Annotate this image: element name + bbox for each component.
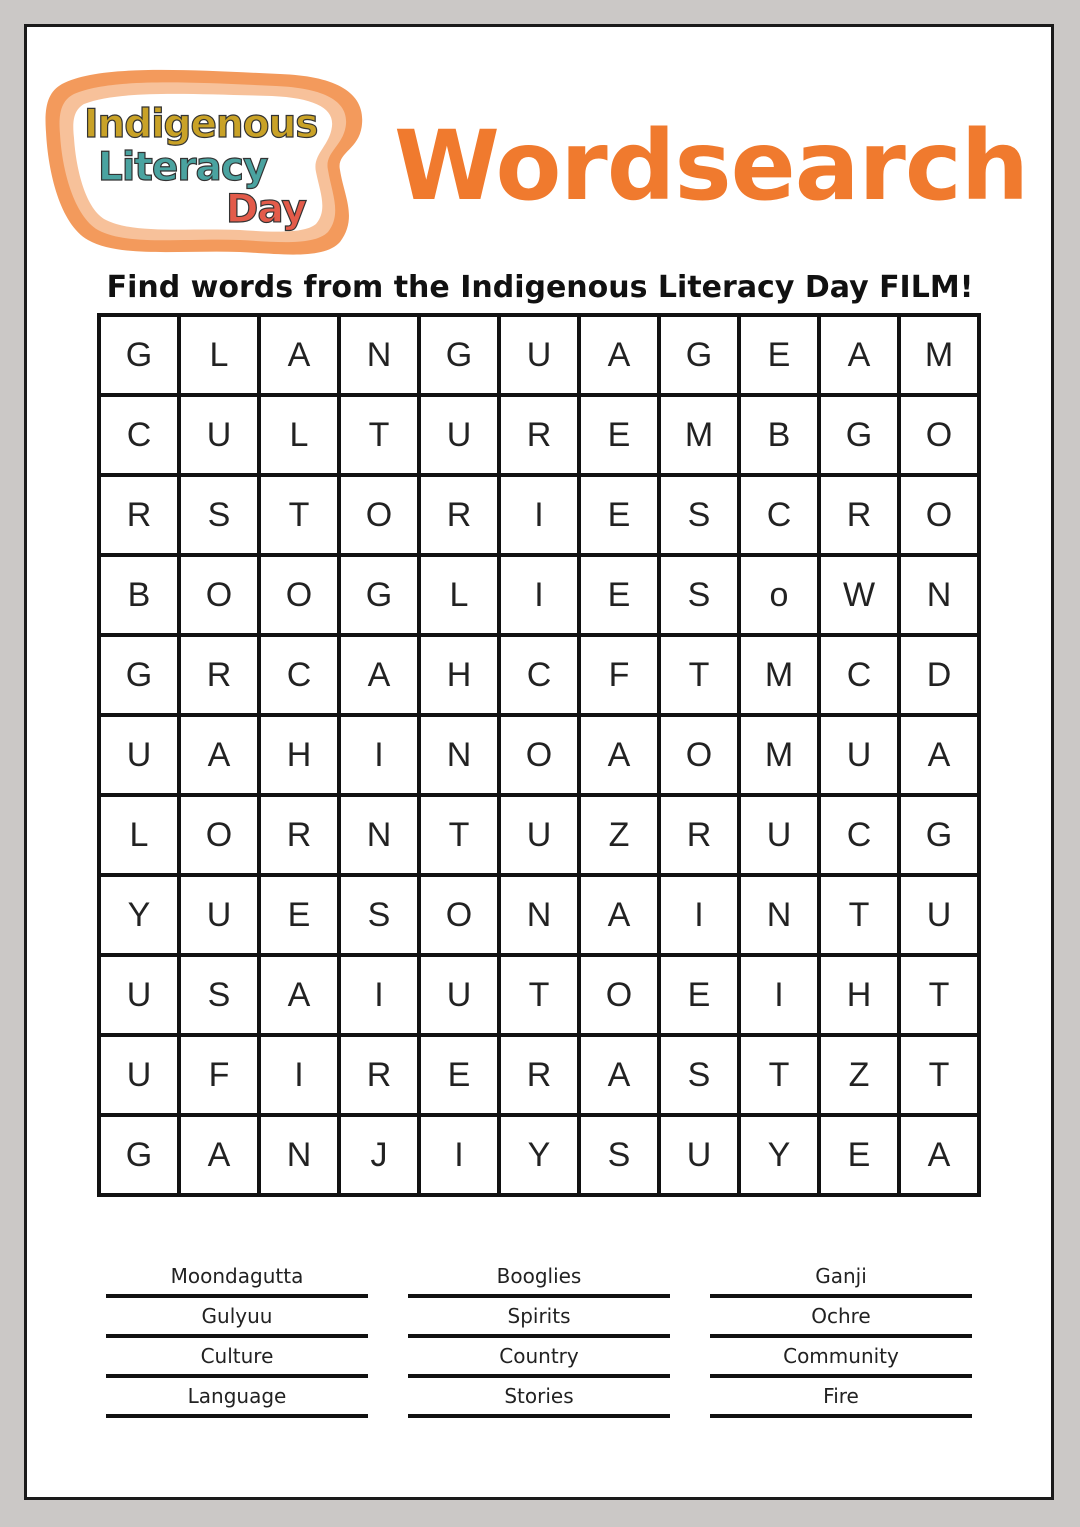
grid-cell[interactable]: A bbox=[179, 715, 259, 795]
grid-cell[interactable]: O bbox=[659, 715, 739, 795]
grid-cell[interactable]: E bbox=[419, 1035, 499, 1115]
logo-line-literacy: Literacy bbox=[98, 145, 268, 190]
word-item: Ochre bbox=[710, 1298, 972, 1338]
grid-row bbox=[99, 475, 979, 555]
grid-cell[interactable]: L bbox=[99, 795, 179, 875]
grid-cell[interactable]: S bbox=[659, 475, 739, 555]
grid-cell[interactable]: B bbox=[99, 555, 179, 635]
grid-cell[interactable]: U bbox=[739, 795, 819, 875]
grid-cell[interactable]: A bbox=[179, 1115, 259, 1195]
grid-cell[interactable]: U bbox=[179, 395, 259, 475]
word-item: Spirits bbox=[408, 1298, 670, 1338]
grid-cell[interactable]: A bbox=[579, 315, 659, 395]
grid-cell[interactable]: H bbox=[819, 955, 899, 1035]
grid-row bbox=[99, 395, 979, 475]
grid-cell[interactable]: U bbox=[99, 1035, 179, 1115]
grid-cell[interactable]: S bbox=[659, 555, 739, 635]
word-list-column-1 bbox=[106, 1258, 368, 1418]
grid-cell[interactable]: U bbox=[499, 795, 579, 875]
word-item: Stories bbox=[408, 1378, 670, 1418]
word-item: Fire bbox=[710, 1378, 972, 1418]
grid-cell[interactable]: E bbox=[659, 955, 739, 1035]
grid-cell[interactable]: O bbox=[419, 875, 499, 955]
grid-cell[interactable]: Y bbox=[99, 875, 179, 955]
grid-cell[interactable]: T bbox=[899, 1035, 979, 1115]
grid-cell[interactable]: N bbox=[339, 315, 419, 395]
grid-cell[interactable]: J bbox=[339, 1115, 419, 1195]
grid-cell[interactable]: A bbox=[259, 955, 339, 1035]
grid-cell[interactable]: C bbox=[739, 475, 819, 555]
grid-cell[interactable]: S bbox=[179, 475, 259, 555]
grid-row bbox=[99, 1115, 979, 1195]
grid-cell[interactable]: U bbox=[499, 315, 579, 395]
grid-cell[interactable]: A bbox=[899, 1115, 979, 1195]
word-item: Country bbox=[408, 1338, 670, 1378]
grid-cell[interactable]: R bbox=[179, 635, 259, 715]
grid-cell[interactable]: G bbox=[899, 795, 979, 875]
grid-row bbox=[99, 1035, 979, 1115]
grid-cell[interactable]: O bbox=[179, 795, 259, 875]
grid-cell[interactable]: R bbox=[659, 795, 739, 875]
grid-cell[interactable]: L bbox=[259, 395, 339, 475]
grid-cell[interactable]: Y bbox=[739, 1115, 819, 1195]
grid-cell[interactable]: o bbox=[739, 555, 819, 635]
grid-cell[interactable]: D bbox=[899, 635, 979, 715]
grid-cell[interactable]: O bbox=[339, 475, 419, 555]
grid-row bbox=[99, 315, 979, 395]
grid-cell[interactable]: T bbox=[499, 955, 579, 1035]
grid-cell[interactable]: O bbox=[579, 955, 659, 1035]
grid-cell[interactable]: C bbox=[819, 795, 899, 875]
grid-cell[interactable]: U bbox=[99, 715, 179, 795]
grid-cell[interactable]: T bbox=[819, 875, 899, 955]
grid-cell[interactable]: R bbox=[259, 795, 339, 875]
grid-cell[interactable]: Y bbox=[499, 1115, 579, 1195]
grid-row bbox=[99, 715, 979, 795]
grid-cell[interactable]: T bbox=[339, 395, 419, 475]
grid-cell[interactable]: G bbox=[99, 1115, 179, 1195]
word-item: Language bbox=[106, 1378, 368, 1418]
word-item: Moondagutta bbox=[106, 1258, 368, 1298]
grid-cell[interactable]: N bbox=[339, 795, 419, 875]
grid-cell[interactable]: T bbox=[659, 635, 739, 715]
grid-cell[interactable]: O bbox=[899, 475, 979, 555]
word-item: Gulyuu bbox=[106, 1298, 368, 1338]
word-item: Booglies bbox=[408, 1258, 670, 1298]
grid-cell[interactable]: I bbox=[259, 1035, 339, 1115]
grid-cell[interactable]: S bbox=[179, 955, 259, 1035]
grid-cell[interactable]: N bbox=[899, 555, 979, 635]
grid-cell[interactable]: T bbox=[899, 955, 979, 1035]
grid-cell[interactable]: A bbox=[579, 1035, 659, 1115]
grid-cell[interactable]: O bbox=[499, 715, 579, 795]
indigenous-literacy-day-logo bbox=[40, 62, 370, 262]
grid-cell[interactable]: A bbox=[259, 315, 339, 395]
grid-cell[interactable]: O bbox=[899, 395, 979, 475]
logo-line-indigenous: Indigenous bbox=[84, 102, 318, 147]
grid-cell[interactable]: R bbox=[419, 475, 499, 555]
grid-cell[interactable]: Z bbox=[579, 795, 659, 875]
word-item: Community bbox=[710, 1338, 972, 1378]
grid-cell[interactable]: U bbox=[419, 955, 499, 1035]
grid-cell[interactable]: T bbox=[419, 795, 499, 875]
grid-cell[interactable]: R bbox=[499, 395, 579, 475]
grid-cell[interactable]: O bbox=[179, 555, 259, 635]
grid-cell[interactable]: T bbox=[259, 475, 339, 555]
grid-cell[interactable]: U bbox=[99, 955, 179, 1035]
grid-cell[interactable]: E bbox=[579, 555, 659, 635]
grid-cell[interactable]: C bbox=[99, 395, 179, 475]
grid-cell[interactable]: N bbox=[419, 715, 499, 795]
grid-cell[interactable]: A bbox=[899, 715, 979, 795]
grid-cell[interactable]: E bbox=[739, 315, 819, 395]
grid-cell[interactable]: Z bbox=[819, 1035, 899, 1115]
grid-cell[interactable]: T bbox=[739, 1035, 819, 1115]
grid-cell[interactable]: W bbox=[819, 555, 899, 635]
grid-cell[interactable]: E bbox=[579, 475, 659, 555]
grid-cell[interactable]: S bbox=[659, 1035, 739, 1115]
grid-cell[interactable]: U bbox=[899, 875, 979, 955]
word-item: Culture bbox=[106, 1338, 368, 1378]
grid-cell[interactable]: I bbox=[339, 715, 419, 795]
grid-row bbox=[99, 795, 979, 875]
grid-cell[interactable]: E bbox=[579, 395, 659, 475]
grid-cell[interactable]: E bbox=[259, 875, 339, 955]
grid-cell[interactable]: H bbox=[419, 635, 499, 715]
grid-cell[interactable]: M bbox=[739, 715, 819, 795]
word-item: Ganji bbox=[710, 1258, 972, 1298]
instructions: Find words from the Indigenous Literacy Day FILM! bbox=[106, 270, 974, 305]
word-list-column-3 bbox=[710, 1258, 972, 1418]
grid-cell[interactable]: A bbox=[339, 635, 419, 715]
grid-cell[interactable]: M bbox=[659, 395, 739, 475]
grid-cell[interactable]: N bbox=[739, 875, 819, 955]
grid-cell[interactable]: I bbox=[499, 555, 579, 635]
grid-cell[interactable]: F bbox=[179, 1035, 259, 1115]
grid-cell[interactable]: G bbox=[659, 315, 739, 395]
grid-cell[interactable]: F bbox=[579, 635, 659, 715]
grid-cell[interactable]: I bbox=[499, 475, 579, 555]
grid-cell[interactable]: R bbox=[99, 475, 179, 555]
grid-cell[interactable]: G bbox=[419, 315, 499, 395]
grid-cell[interactable]: N bbox=[499, 875, 579, 955]
grid-cell[interactable]: B bbox=[739, 395, 819, 475]
grid-cell[interactable]: G bbox=[99, 635, 179, 715]
grid-cell[interactable]: A bbox=[579, 715, 659, 795]
grid-cell[interactable]: I bbox=[739, 955, 819, 1035]
grid-row bbox=[99, 635, 979, 715]
grid-cell[interactable]: L bbox=[419, 555, 499, 635]
grid-cell[interactable]: C bbox=[819, 635, 899, 715]
grid-cell[interactable]: S bbox=[579, 1115, 659, 1195]
page-title: Wordsearch bbox=[394, 110, 1029, 222]
grid-cell[interactable]: N bbox=[259, 1115, 339, 1195]
grid-cell[interactable]: U bbox=[419, 395, 499, 475]
grid-cell[interactable]: U bbox=[819, 715, 899, 795]
grid-cell[interactable]: R bbox=[339, 1035, 419, 1115]
grid-cell[interactable]: R bbox=[819, 475, 899, 555]
grid-cell[interactable]: G bbox=[99, 315, 179, 395]
grid-cell[interactable]: U bbox=[659, 1115, 739, 1195]
grid-cell[interactable]: G bbox=[819, 395, 899, 475]
grid-cell[interactable]: M bbox=[899, 315, 979, 395]
grid-row bbox=[99, 875, 979, 955]
grid-cell[interactable]: L bbox=[179, 315, 259, 395]
grid-cell[interactable]: A bbox=[819, 315, 899, 395]
grid-cell[interactable]: U bbox=[179, 875, 259, 955]
grid-cell[interactable]: M bbox=[739, 635, 819, 715]
word-list-column-2 bbox=[408, 1258, 670, 1418]
grid-cell[interactable]: C bbox=[499, 635, 579, 715]
grid-row bbox=[99, 555, 979, 635]
grid-cell[interactable]: H bbox=[259, 715, 339, 795]
grid-row bbox=[99, 955, 979, 1035]
grid-cell[interactable]: I bbox=[419, 1115, 499, 1195]
grid-cell[interactable]: S bbox=[339, 875, 419, 955]
wordsearch-grid bbox=[97, 313, 981, 1197]
grid-cell[interactable]: A bbox=[579, 875, 659, 955]
grid-cell[interactable]: C bbox=[259, 635, 339, 715]
grid-cell[interactable]: I bbox=[659, 875, 739, 955]
grid-cell[interactable]: O bbox=[259, 555, 339, 635]
grid-cell[interactable]: G bbox=[339, 555, 419, 635]
grid-cell[interactable]: R bbox=[499, 1035, 579, 1115]
logo-line-day: Day bbox=[226, 187, 306, 232]
grid-cell[interactable]: I bbox=[339, 955, 419, 1035]
grid-cell[interactable]: E bbox=[819, 1115, 899, 1195]
